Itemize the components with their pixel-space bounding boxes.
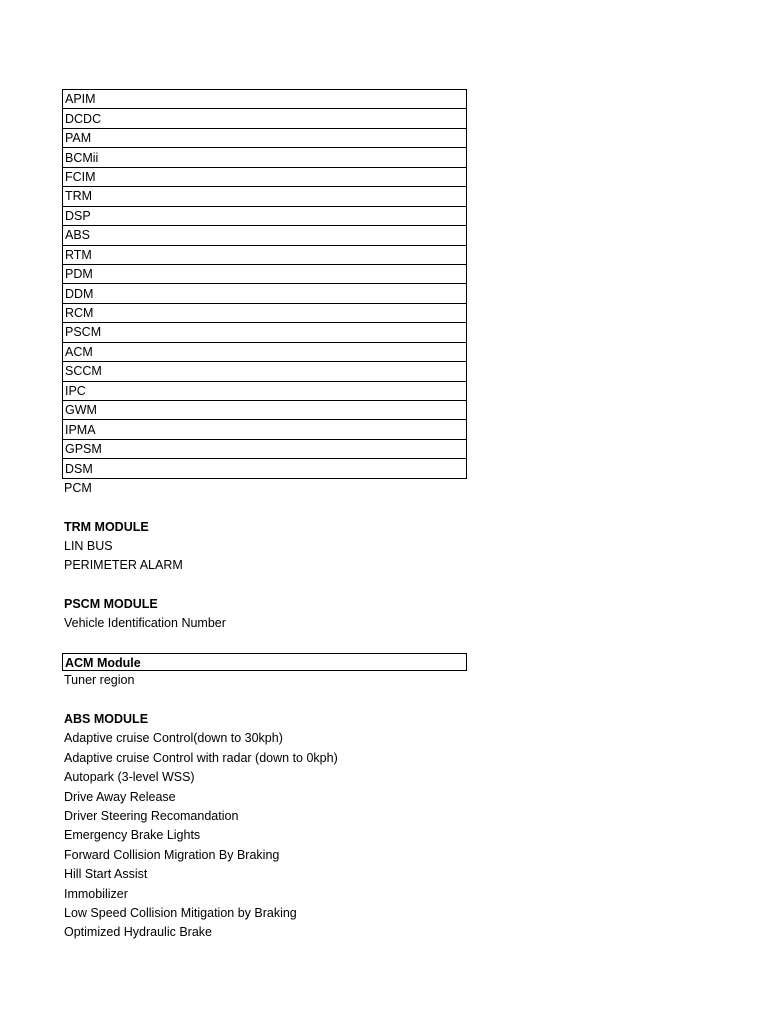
list-item: Tuner region [64, 673, 135, 688]
table-row [63, 420, 467, 439]
list-item: Immobilizer [64, 886, 128, 901]
document-body [62, 89, 467, 943]
module-cell: PAM [63, 128, 467, 147]
list-item: Autopark (3-level WSS) [64, 770, 195, 785]
module-cell: IPC [63, 381, 467, 400]
table-row [63, 459, 467, 478]
module-cell: TRM [63, 187, 467, 206]
module-cell: APIM [63, 90, 467, 109]
list-item: Emergency Brake Lights [64, 828, 201, 843]
list-item: Low Speed Collision Mitigation by Braking [64, 905, 297, 920]
table-row [63, 109, 467, 128]
table-row [63, 342, 467, 361]
table-row [63, 401, 467, 420]
table-row [63, 206, 467, 225]
module-cell: RCM [63, 303, 467, 322]
module-cell: ACM [63, 342, 467, 361]
table-row [63, 284, 467, 303]
table-row [63, 90, 467, 109]
module-cell: IPMA [63, 420, 467, 439]
table-row [63, 187, 467, 206]
spacer [62, 498, 467, 517]
module-cell: BCMii [63, 148, 467, 167]
module-cell: SCCM [63, 362, 467, 381]
list-item: Adaptive cruise Control(down to 30kph) [64, 731, 283, 746]
table-row [63, 264, 467, 283]
list-item: LIN BUS [64, 538, 113, 553]
list-item: Driver Steering Recomandation [64, 809, 239, 823]
table-row [63, 362, 467, 381]
table-row [63, 439, 467, 458]
table-row [63, 323, 467, 342]
table-row [63, 167, 467, 186]
module-cell: FCIM [63, 167, 467, 186]
list-item: Forward Collision Migration By Braking [64, 847, 280, 862]
module-cell: RTM [63, 245, 467, 264]
list-item: Adaptive cruise Control with radar (down to 0kph) [64, 750, 338, 765]
module-cell: GPSM [63, 439, 467, 458]
module-cell: ABS [63, 226, 467, 245]
module-cell: GWM [63, 401, 467, 420]
after-table-line: PCM [64, 480, 92, 495]
module-cell: PSCM [63, 323, 467, 342]
list-item: Drive Away Release [64, 789, 176, 804]
pscm-heading: PSCM MODULE [64, 597, 158, 612]
spacer [62, 634, 467, 653]
module-cell: DDM [63, 284, 467, 303]
module-cell: DSM [63, 459, 467, 478]
table-row [63, 226, 467, 245]
list-item: Optimized Hydraulic Brake [64, 925, 212, 940]
module-cell: DCDC [63, 109, 467, 128]
table-row [63, 148, 467, 167]
module-cell: PDM [63, 264, 467, 283]
acm-heading: ACM Module [62, 653, 467, 671]
table-row [63, 303, 467, 322]
list-item: Hill Start Assist [64, 867, 148, 882]
table-row [63, 245, 467, 264]
modules-table [62, 89, 467, 479]
spacer [62, 691, 467, 710]
spacer [62, 576, 467, 595]
table-row [63, 128, 467, 147]
list-item: PERIMETER ALARM [64, 558, 183, 573]
module-cell: DSP [63, 206, 467, 225]
table-row [63, 381, 467, 400]
trm-heading: TRM MODULE [64, 519, 149, 534]
abs-heading: ABS MODULE [64, 712, 149, 727]
list-item: Vehicle Identification Number [64, 616, 226, 631]
